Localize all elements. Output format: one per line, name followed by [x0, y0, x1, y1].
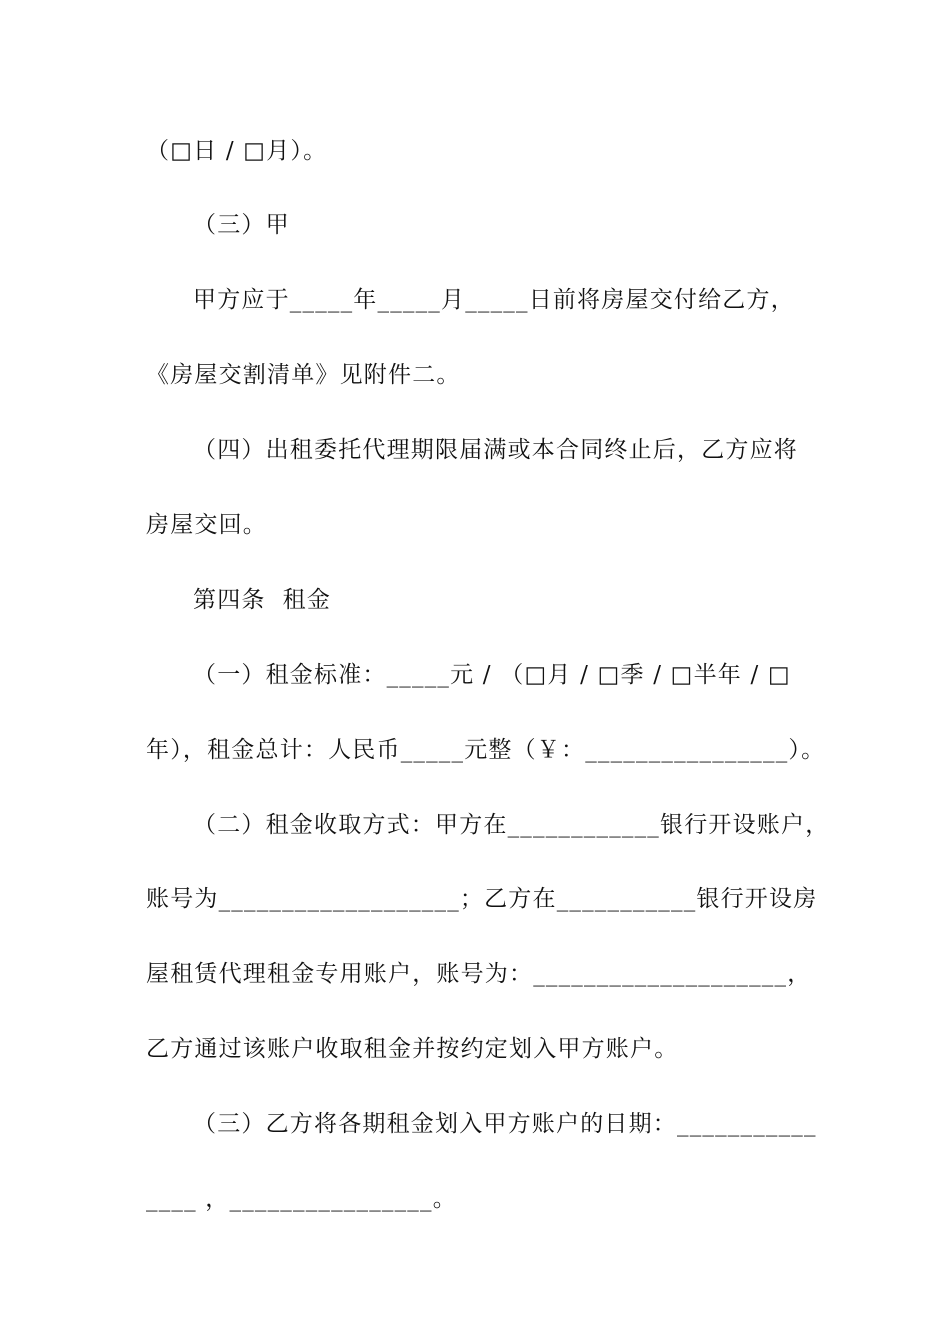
text-line: （一）租金标准：_____元 / （□月 / □季 / □半年 / □ [193, 662, 791, 688]
text-line: （□日 / □月）。 [146, 138, 328, 164]
text-line: 房屋交回。 [146, 512, 267, 538]
text-line: ____ ，________________。 [146, 1186, 457, 1212]
text-line: 《房屋交割清单》见附件二。 [146, 362, 461, 388]
text-line: 年），租金总计：人民币_____元整（￥：________________）。 [146, 737, 826, 763]
text-line: （三）甲 [193, 212, 290, 238]
text-line: （三）乙方将各期租金划入甲方账户的日期：___________ [193, 1111, 817, 1137]
text-line: （四）出租委托代理期限届满或本合同终止后，乙方应将 [193, 437, 798, 463]
text-line: 屋租赁代理租金专用账户，账号为：____________________， [146, 961, 812, 987]
text-line: 乙方通过该账户收取租金并按约定划入甲方账户。 [146, 1036, 679, 1062]
text-line: 账号为___________________；乙方在___________银行开设房 [146, 886, 818, 912]
text-line: 甲方应于_____年_____月_____日前将房屋交付给乙方， [193, 287, 795, 313]
text-line: （二）租金收取方式：甲方在____________银行开设账户， [193, 812, 830, 838]
section-heading: 第四条 租金 [193, 587, 332, 613]
